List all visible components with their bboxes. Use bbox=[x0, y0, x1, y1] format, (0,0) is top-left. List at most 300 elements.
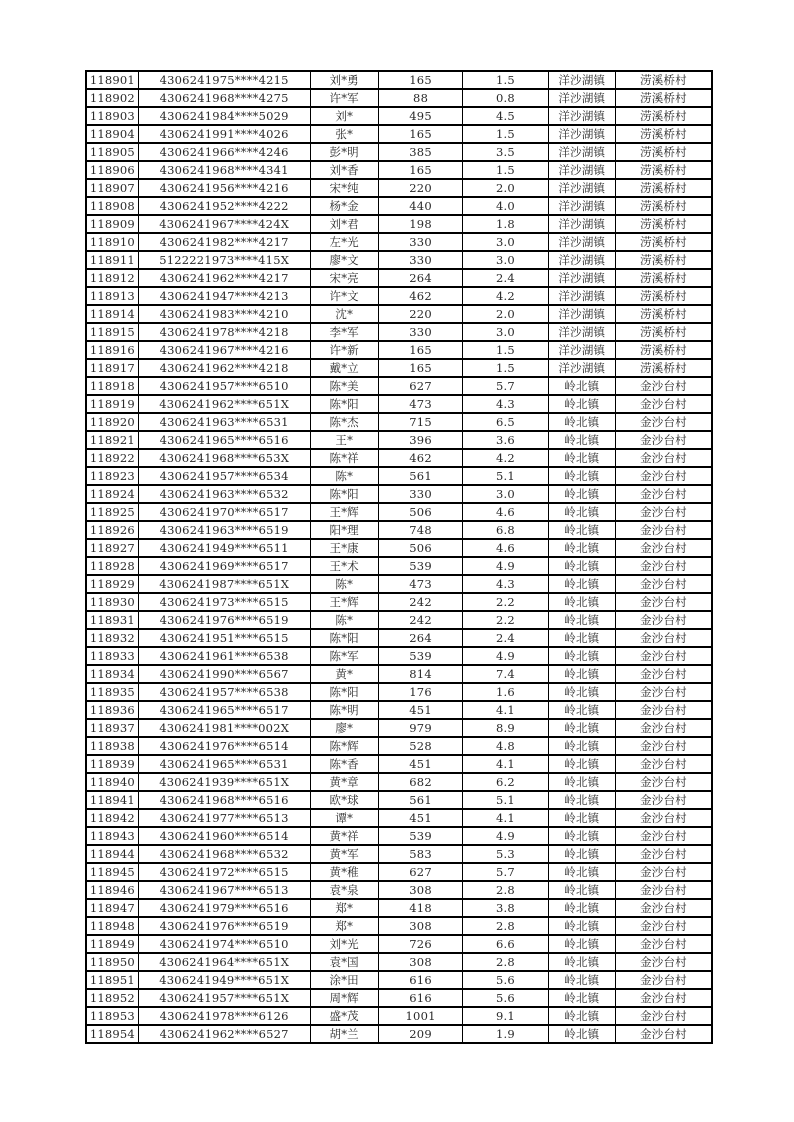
cell-town: 岭北镇 bbox=[548, 611, 615, 629]
cell-id-number: 4306241968****653X bbox=[138, 449, 310, 467]
cell-name: 黄*军 bbox=[310, 845, 378, 863]
cell-amount: 165 bbox=[378, 161, 462, 179]
table-row bbox=[86, 719, 712, 737]
table-row bbox=[86, 881, 712, 899]
table-row bbox=[86, 791, 712, 809]
cell-amount-decimal: 1.5 bbox=[463, 359, 548, 377]
cell-serial: 118916 bbox=[86, 341, 138, 359]
cell-village: 金沙台村 bbox=[615, 827, 712, 845]
table-row bbox=[86, 107, 712, 125]
cell-id-number: 4306241956****4216 bbox=[138, 179, 310, 197]
cell-village: 金沙台村 bbox=[615, 665, 712, 683]
cell-name: 许*新 bbox=[310, 341, 378, 359]
cell-town: 岭北镇 bbox=[548, 503, 615, 521]
cell-id-number: 4306241957****651X bbox=[138, 989, 310, 1007]
cell-serial: 118952 bbox=[86, 989, 138, 1007]
cell-town: 洋沙湖镇 bbox=[548, 89, 615, 107]
cell-serial: 118933 bbox=[86, 647, 138, 665]
cell-name: 阳*理 bbox=[310, 521, 378, 539]
cell-amount: 539 bbox=[378, 647, 462, 665]
table-row bbox=[86, 251, 712, 269]
cell-amount-decimal: 1.9 bbox=[463, 1025, 548, 1043]
records-table bbox=[85, 70, 713, 1044]
cell-id-number: 4306241967****6513 bbox=[138, 881, 310, 899]
cell-town: 岭北镇 bbox=[548, 449, 615, 467]
cell-id-number: 4306241964****651X bbox=[138, 953, 310, 971]
cell-amount-decimal: 7.4 bbox=[463, 665, 548, 683]
cell-village: 金沙台村 bbox=[615, 377, 712, 395]
cell-name: 黄*祥 bbox=[310, 827, 378, 845]
cell-village: 金沙台村 bbox=[615, 467, 712, 485]
cell-amount: 627 bbox=[378, 863, 462, 881]
cell-amount: 176 bbox=[378, 683, 462, 701]
cell-id-number: 4306241966****4246 bbox=[138, 143, 310, 161]
cell-amount-decimal: 3.0 bbox=[463, 323, 548, 341]
table-row bbox=[86, 539, 712, 557]
cell-serial: 118944 bbox=[86, 845, 138, 863]
cell-amount-decimal: 4.9 bbox=[463, 647, 548, 665]
cell-amount-decimal: 4.1 bbox=[463, 701, 548, 719]
cell-town: 岭北镇 bbox=[548, 719, 615, 737]
cell-town: 岭北镇 bbox=[548, 845, 615, 863]
cell-name: 彭*明 bbox=[310, 143, 378, 161]
cell-serial: 118901 bbox=[86, 71, 138, 89]
cell-serial: 118936 bbox=[86, 701, 138, 719]
cell-village: 涝溪桥村 bbox=[615, 233, 712, 251]
cell-amount: 88 bbox=[378, 89, 462, 107]
cell-amount-decimal: 5.7 bbox=[463, 863, 548, 881]
cell-amount: 748 bbox=[378, 521, 462, 539]
cell-village: 金沙台村 bbox=[615, 737, 712, 755]
cell-amount: 473 bbox=[378, 395, 462, 413]
cell-serial: 118953 bbox=[86, 1007, 138, 1025]
cell-amount: 462 bbox=[378, 287, 462, 305]
cell-town: 洋沙湖镇 bbox=[548, 359, 615, 377]
table-row bbox=[86, 575, 712, 593]
cell-amount: 198 bbox=[378, 215, 462, 233]
table-row bbox=[86, 125, 712, 143]
cell-amount-decimal: 2.0 bbox=[463, 179, 548, 197]
cell-amount-decimal: 4.1 bbox=[463, 809, 548, 827]
table-row bbox=[86, 269, 712, 287]
table-row bbox=[86, 161, 712, 179]
table-row bbox=[86, 449, 712, 467]
cell-amount-decimal: 2.2 bbox=[463, 593, 548, 611]
cell-serial: 118927 bbox=[86, 539, 138, 557]
cell-town: 岭北镇 bbox=[548, 971, 615, 989]
table-row bbox=[86, 485, 712, 503]
cell-amount: 220 bbox=[378, 179, 462, 197]
cell-village: 金沙台村 bbox=[615, 395, 712, 413]
cell-serial: 118950 bbox=[86, 953, 138, 971]
cell-amount-decimal: 2.4 bbox=[463, 269, 548, 287]
cell-village: 金沙台村 bbox=[615, 647, 712, 665]
cell-serial: 118948 bbox=[86, 917, 138, 935]
cell-amount: 396 bbox=[378, 431, 462, 449]
cell-town: 岭北镇 bbox=[548, 431, 615, 449]
table-row bbox=[86, 809, 712, 827]
table-row bbox=[86, 917, 712, 935]
cell-id-number: 4306241990****6567 bbox=[138, 665, 310, 683]
cell-name: 许*军 bbox=[310, 89, 378, 107]
cell-name: 杨*金 bbox=[310, 197, 378, 215]
cell-amount-decimal: 9.1 bbox=[463, 1007, 548, 1025]
cell-town: 岭北镇 bbox=[548, 467, 615, 485]
cell-town: 洋沙湖镇 bbox=[548, 215, 615, 233]
cell-amount: 979 bbox=[378, 719, 462, 737]
cell-serial: 118931 bbox=[86, 611, 138, 629]
cell-id-number: 4306241962****4218 bbox=[138, 359, 310, 377]
cell-amount-decimal: 4.1 bbox=[463, 755, 548, 773]
cell-amount: 726 bbox=[378, 935, 462, 953]
cell-name: 刘*勇 bbox=[310, 71, 378, 89]
cell-name: 欧*球 bbox=[310, 791, 378, 809]
cell-amount: 330 bbox=[378, 251, 462, 269]
cell-town: 岭北镇 bbox=[548, 989, 615, 1007]
cell-village: 金沙台村 bbox=[615, 953, 712, 971]
cell-name: 袁*泉 bbox=[310, 881, 378, 899]
cell-id-number: 4306241973****6515 bbox=[138, 593, 310, 611]
cell-amount: 330 bbox=[378, 485, 462, 503]
cell-village: 涝溪桥村 bbox=[615, 287, 712, 305]
table-row bbox=[86, 521, 712, 539]
table-row bbox=[86, 215, 712, 233]
cell-name: 陈*美 bbox=[310, 377, 378, 395]
cell-name: 刘* bbox=[310, 107, 378, 125]
cell-amount: 308 bbox=[378, 881, 462, 899]
table-row bbox=[86, 341, 712, 359]
cell-village: 金沙台村 bbox=[615, 413, 712, 431]
cell-amount: 495 bbox=[378, 107, 462, 125]
cell-village: 涝溪桥村 bbox=[615, 359, 712, 377]
table-row bbox=[86, 737, 712, 755]
cell-amount: 165 bbox=[378, 71, 462, 89]
cell-id-number: 4306241978****4218 bbox=[138, 323, 310, 341]
cell-id-number: 5122221973****415X bbox=[138, 251, 310, 269]
cell-id-number: 4306241991****4026 bbox=[138, 125, 310, 143]
cell-id-number: 4306241969****6517 bbox=[138, 557, 310, 575]
cell-amount-decimal: 4.0 bbox=[463, 197, 548, 215]
table-row bbox=[86, 467, 712, 485]
cell-amount-decimal: 5.1 bbox=[463, 467, 548, 485]
cell-serial: 118920 bbox=[86, 413, 138, 431]
cell-name: 刘*香 bbox=[310, 161, 378, 179]
cell-town: 岭北镇 bbox=[548, 485, 615, 503]
cell-id-number: 4306241952****4222 bbox=[138, 197, 310, 215]
cell-village: 涝溪桥村 bbox=[615, 143, 712, 161]
cell-village: 金沙台村 bbox=[615, 899, 712, 917]
cell-village: 金沙台村 bbox=[615, 917, 712, 935]
table-row bbox=[86, 593, 712, 611]
cell-amount: 682 bbox=[378, 773, 462, 791]
cell-name: 盛*茂 bbox=[310, 1007, 378, 1025]
cell-village: 金沙台村 bbox=[615, 1007, 712, 1025]
cell-id-number: 4306241968****6516 bbox=[138, 791, 310, 809]
cell-amount-decimal: 1.5 bbox=[463, 125, 548, 143]
cell-id-number: 4306241981****002X bbox=[138, 719, 310, 737]
cell-id-number: 4306241963****6519 bbox=[138, 521, 310, 539]
cell-amount: 715 bbox=[378, 413, 462, 431]
cell-serial: 118942 bbox=[86, 809, 138, 827]
cell-amount-decimal: 8.9 bbox=[463, 719, 548, 737]
cell-serial: 118910 bbox=[86, 233, 138, 251]
table-row bbox=[86, 629, 712, 647]
cell-name: 郑* bbox=[310, 899, 378, 917]
cell-serial: 118941 bbox=[86, 791, 138, 809]
cell-id-number: 4306241972****6515 bbox=[138, 863, 310, 881]
cell-town: 洋沙湖镇 bbox=[548, 323, 615, 341]
cell-amount-decimal: 1.5 bbox=[463, 161, 548, 179]
table-row bbox=[86, 773, 712, 791]
cell-town: 洋沙湖镇 bbox=[548, 233, 615, 251]
cell-amount: 165 bbox=[378, 359, 462, 377]
cell-village: 涝溪桥村 bbox=[615, 251, 712, 269]
cell-name: 李*军 bbox=[310, 323, 378, 341]
cell-serial: 118932 bbox=[86, 629, 138, 647]
cell-name: 周*辉 bbox=[310, 989, 378, 1007]
table-row bbox=[86, 557, 712, 575]
cell-town: 岭北镇 bbox=[548, 395, 615, 413]
cell-amount: 264 bbox=[378, 269, 462, 287]
cell-village: 金沙台村 bbox=[615, 575, 712, 593]
cell-town: 岭北镇 bbox=[548, 575, 615, 593]
cell-serial: 118919 bbox=[86, 395, 138, 413]
cell-amount-decimal: 3.5 bbox=[463, 143, 548, 161]
cell-serial: 118930 bbox=[86, 593, 138, 611]
cell-serial: 118923 bbox=[86, 467, 138, 485]
table-row bbox=[86, 899, 712, 917]
table-row bbox=[86, 953, 712, 971]
table-row bbox=[86, 863, 712, 881]
table-row bbox=[86, 827, 712, 845]
cell-serial: 118935 bbox=[86, 683, 138, 701]
cell-name: 陈* bbox=[310, 575, 378, 593]
table-row bbox=[86, 305, 712, 323]
cell-amount-decimal: 3.0 bbox=[463, 251, 548, 269]
cell-village: 金沙台村 bbox=[615, 629, 712, 647]
cell-amount: 242 bbox=[378, 593, 462, 611]
cell-amount-decimal: 1.5 bbox=[463, 341, 548, 359]
table-row bbox=[86, 647, 712, 665]
cell-village: 金沙台村 bbox=[615, 989, 712, 1007]
cell-town: 岭北镇 bbox=[548, 737, 615, 755]
cell-serial: 118926 bbox=[86, 521, 138, 539]
cell-amount: 451 bbox=[378, 755, 462, 773]
cell-id-number: 4306241947****4213 bbox=[138, 287, 310, 305]
cell-amount-decimal: 4.3 bbox=[463, 575, 548, 593]
cell-village: 金沙台村 bbox=[615, 431, 712, 449]
table-row bbox=[86, 323, 712, 341]
cell-serial: 118913 bbox=[86, 287, 138, 305]
cell-serial: 118937 bbox=[86, 719, 138, 737]
table-row bbox=[86, 1025, 712, 1043]
cell-village: 涝溪桥村 bbox=[615, 341, 712, 359]
cell-id-number: 4306241984****5029 bbox=[138, 107, 310, 125]
cell-amount-decimal: 0.8 bbox=[463, 89, 548, 107]
cell-village: 金沙台村 bbox=[615, 683, 712, 701]
cell-amount-decimal: 4.5 bbox=[463, 107, 548, 125]
cell-village: 涝溪桥村 bbox=[615, 71, 712, 89]
cell-town: 岭北镇 bbox=[548, 683, 615, 701]
cell-amount: 308 bbox=[378, 953, 462, 971]
cell-name: 陈*阳 bbox=[310, 485, 378, 503]
cell-town: 岭北镇 bbox=[548, 413, 615, 431]
cell-name: 陈*明 bbox=[310, 701, 378, 719]
cell-serial: 118943 bbox=[86, 827, 138, 845]
cell-village: 金沙台村 bbox=[615, 773, 712, 791]
cell-name: 郑* bbox=[310, 917, 378, 935]
cell-id-number: 4306241965****6517 bbox=[138, 701, 310, 719]
cell-id-number: 4306241965****6516 bbox=[138, 431, 310, 449]
cell-serial: 118908 bbox=[86, 197, 138, 215]
table-row bbox=[86, 395, 712, 413]
cell-town: 岭北镇 bbox=[548, 647, 615, 665]
cell-name: 沈* bbox=[310, 305, 378, 323]
table-row bbox=[86, 989, 712, 1007]
cell-amount-decimal: 4.2 bbox=[463, 449, 548, 467]
cell-id-number: 4306241949****651X bbox=[138, 971, 310, 989]
cell-amount-decimal: 2.2 bbox=[463, 611, 548, 629]
cell-amount: 616 bbox=[378, 971, 462, 989]
cell-village: 金沙台村 bbox=[615, 809, 712, 827]
cell-town: 岭北镇 bbox=[548, 881, 615, 899]
cell-id-number: 4306241939****651X bbox=[138, 773, 310, 791]
cell-serial: 118951 bbox=[86, 971, 138, 989]
cell-amount: 539 bbox=[378, 557, 462, 575]
cell-name: 陈*阳 bbox=[310, 629, 378, 647]
cell-id-number: 4306241957****6538 bbox=[138, 683, 310, 701]
cell-amount: 330 bbox=[378, 233, 462, 251]
cell-name: 陈*辉 bbox=[310, 737, 378, 755]
cell-id-number: 4306241968****4341 bbox=[138, 161, 310, 179]
cell-serial: 118924 bbox=[86, 485, 138, 503]
cell-serial: 118946 bbox=[86, 881, 138, 899]
cell-id-number: 4306241968****4275 bbox=[138, 89, 310, 107]
cell-name: 左*光 bbox=[310, 233, 378, 251]
cell-village: 金沙台村 bbox=[615, 449, 712, 467]
cell-amount-decimal: 2.8 bbox=[463, 881, 548, 899]
cell-name: 陈*阳 bbox=[310, 395, 378, 413]
cell-town: 岭北镇 bbox=[548, 539, 615, 557]
cell-amount: 220 bbox=[378, 305, 462, 323]
cell-serial: 118903 bbox=[86, 107, 138, 125]
cell-amount-decimal: 3.6 bbox=[463, 431, 548, 449]
cell-amount: 165 bbox=[378, 125, 462, 143]
cell-id-number: 4306241979****6516 bbox=[138, 899, 310, 917]
cell-serial: 118921 bbox=[86, 431, 138, 449]
table-row bbox=[86, 755, 712, 773]
cell-amount-decimal: 2.4 bbox=[463, 629, 548, 647]
cell-id-number: 4306241961****6538 bbox=[138, 647, 310, 665]
cell-amount: 209 bbox=[378, 1025, 462, 1043]
cell-town: 岭北镇 bbox=[548, 521, 615, 539]
table-row bbox=[86, 701, 712, 719]
cell-amount: 242 bbox=[378, 611, 462, 629]
cell-amount: 583 bbox=[378, 845, 462, 863]
cell-village: 金沙台村 bbox=[615, 539, 712, 557]
cell-name: 戴*立 bbox=[310, 359, 378, 377]
cell-town: 洋沙湖镇 bbox=[548, 269, 615, 287]
cell-town: 岭北镇 bbox=[548, 593, 615, 611]
cell-serial: 118949 bbox=[86, 935, 138, 953]
cell-village: 金沙台村 bbox=[615, 971, 712, 989]
cell-village: 金沙台村 bbox=[615, 611, 712, 629]
cell-name: 王*术 bbox=[310, 557, 378, 575]
cell-name: 宋*亮 bbox=[310, 269, 378, 287]
cell-amount-decimal: 4.6 bbox=[463, 539, 548, 557]
cell-town: 洋沙湖镇 bbox=[548, 197, 615, 215]
table-row bbox=[86, 197, 712, 215]
cell-amount-decimal: 2.8 bbox=[463, 953, 548, 971]
cell-amount: 506 bbox=[378, 503, 462, 521]
cell-id-number: 4306241963****6531 bbox=[138, 413, 310, 431]
cell-amount-decimal: 2.0 bbox=[463, 305, 548, 323]
cell-town: 洋沙湖镇 bbox=[548, 161, 615, 179]
cell-village: 涝溪桥村 bbox=[615, 179, 712, 197]
cell-name: 黄*章 bbox=[310, 773, 378, 791]
cell-amount-decimal: 1.5 bbox=[463, 71, 548, 89]
cell-id-number: 4306241983****4210 bbox=[138, 305, 310, 323]
table-row bbox=[86, 665, 712, 683]
cell-amount-decimal: 3.0 bbox=[463, 233, 548, 251]
cell-name: 刘*君 bbox=[310, 215, 378, 233]
cell-town: 洋沙湖镇 bbox=[548, 125, 615, 143]
cell-village: 金沙台村 bbox=[615, 557, 712, 575]
cell-name: 陈*祥 bbox=[310, 449, 378, 467]
cell-amount-decimal: 4.8 bbox=[463, 737, 548, 755]
table-row bbox=[86, 1007, 712, 1025]
cell-serial: 118902 bbox=[86, 89, 138, 107]
cell-serial: 118938 bbox=[86, 737, 138, 755]
cell-amount: 462 bbox=[378, 449, 462, 467]
cell-amount: 627 bbox=[378, 377, 462, 395]
cell-amount-decimal: 4.9 bbox=[463, 827, 548, 845]
cell-amount: 451 bbox=[378, 809, 462, 827]
cell-village: 涝溪桥村 bbox=[615, 89, 712, 107]
cell-serial: 118914 bbox=[86, 305, 138, 323]
cell-name: 陈*军 bbox=[310, 647, 378, 665]
records-table-body bbox=[86, 71, 712, 1043]
cell-village: 涝溪桥村 bbox=[615, 161, 712, 179]
cell-village: 金沙台村 bbox=[615, 845, 712, 863]
cell-serial: 118922 bbox=[86, 449, 138, 467]
cell-amount-decimal: 6.5 bbox=[463, 413, 548, 431]
cell-amount-decimal: 1.8 bbox=[463, 215, 548, 233]
cell-town: 岭北镇 bbox=[548, 953, 615, 971]
cell-name: 许*文 bbox=[310, 287, 378, 305]
cell-id-number: 4306241960****6514 bbox=[138, 827, 310, 845]
cell-town: 洋沙湖镇 bbox=[548, 287, 615, 305]
cell-amount: 1001 bbox=[378, 1007, 462, 1025]
cell-amount: 473 bbox=[378, 575, 462, 593]
cell-id-number: 4306241976****6519 bbox=[138, 917, 310, 935]
cell-amount-decimal: 1.6 bbox=[463, 683, 548, 701]
cell-amount-decimal: 5.7 bbox=[463, 377, 548, 395]
cell-id-number: 4306241967****4216 bbox=[138, 341, 310, 359]
cell-town: 岭北镇 bbox=[548, 701, 615, 719]
table-row bbox=[86, 611, 712, 629]
cell-name: 宋*纯 bbox=[310, 179, 378, 197]
cell-amount-decimal: 6.6 bbox=[463, 935, 548, 953]
cell-town: 洋沙湖镇 bbox=[548, 179, 615, 197]
cell-serial: 118945 bbox=[86, 863, 138, 881]
cell-amount: 814 bbox=[378, 665, 462, 683]
cell-amount: 385 bbox=[378, 143, 462, 161]
cell-amount: 264 bbox=[378, 629, 462, 647]
cell-village: 金沙台村 bbox=[615, 755, 712, 773]
cell-town: 岭北镇 bbox=[548, 791, 615, 809]
cell-amount-decimal: 2.8 bbox=[463, 917, 548, 935]
